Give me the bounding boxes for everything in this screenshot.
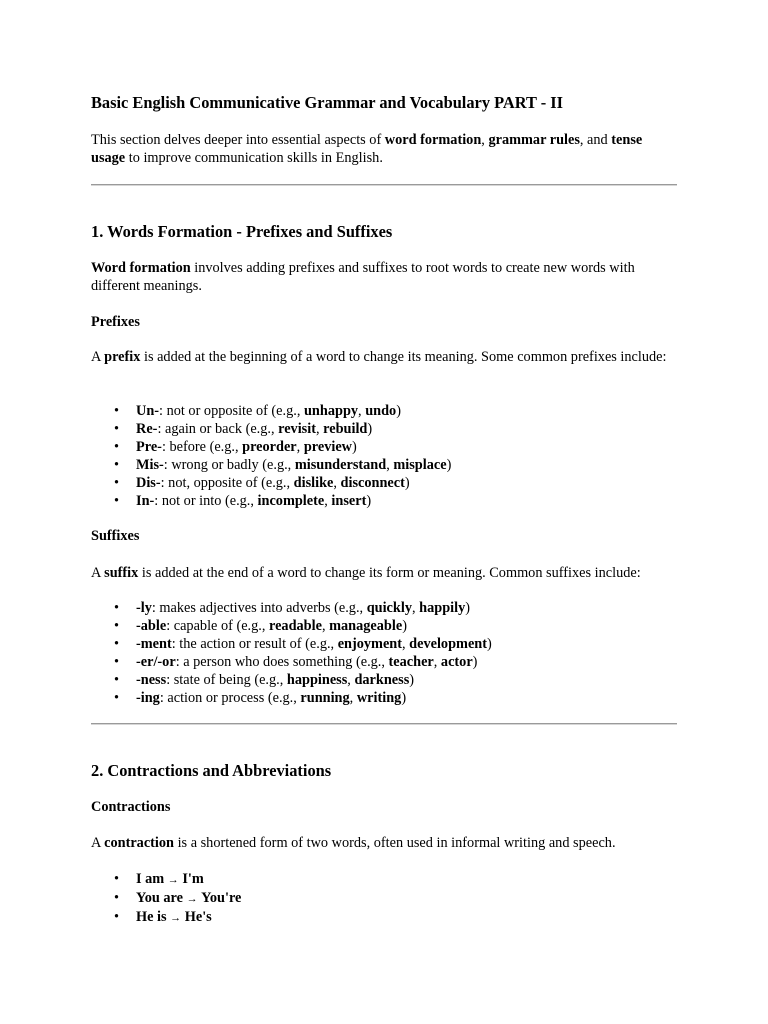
full-form: I am (136, 871, 165, 887)
example-word: dislike (293, 475, 334, 491)
prefix-term: Mis- (136, 457, 164, 473)
document-title: Basic English Communicative Grammar and Vocabulary PART - II (91, 93, 564, 112)
divider (91, 184, 677, 186)
closing-paren: ) (366, 493, 372, 509)
item-description: : capable of (e.g., (166, 618, 269, 634)
intro-text: , (481, 132, 489, 148)
section-2-heading: 2. Contractions and Abbreviations (91, 761, 332, 780)
example-word: revisit (278, 421, 316, 437)
list-item (91, 456, 451, 474)
example-word: misunderstand (294, 457, 387, 473)
paragraph-text: A (91, 565, 105, 581)
prefix-term: Pre- (136, 439, 162, 455)
list-item (91, 671, 492, 689)
example-word: development (409, 636, 488, 652)
contraction-paragraph (91, 834, 616, 852)
bold-term: contraction (104, 835, 175, 851)
separator: , (321, 618, 330, 634)
list-item (91, 420, 451, 438)
example-word: darkness (354, 672, 410, 688)
example-word: actor (440, 654, 473, 670)
section-1-heading: 1. Words Formation - Prefixes and Suffixes (91, 222, 393, 241)
closing-paren: ) (396, 403, 401, 419)
contractions-heading: Contractions (91, 799, 171, 815)
example-word: preorder (242, 439, 297, 455)
separator: , (433, 654, 441, 670)
example-word: happily (419, 600, 466, 616)
separator: , (296, 439, 304, 455)
bold-term: suffix (104, 565, 139, 581)
suffix-term: -able (136, 618, 167, 634)
item-description: : the action or result of (e.g., (171, 636, 338, 652)
full-form: You are (136, 890, 183, 906)
example-word: quickly (366, 600, 412, 616)
suffix-term: -ing (136, 690, 160, 706)
list-item (91, 438, 451, 456)
list-item (91, 402, 451, 420)
example-word: running (300, 690, 350, 706)
item-description: : state of being (e.g., (166, 672, 287, 688)
example-word: incomplete (257, 493, 325, 509)
example-word: enjoyment (337, 636, 403, 652)
example-word: misplace (393, 457, 447, 473)
prefix-term: Re- (136, 421, 158, 437)
prefixes-heading: Prefixes (91, 314, 140, 330)
paragraph-text: A (91, 349, 105, 365)
bold-term: prefix (104, 349, 141, 365)
item-description: : action or process (e.g., (159, 690, 301, 706)
word-formation-paragraph (91, 259, 679, 295)
prefix-list (91, 402, 451, 510)
right-arrow-icon: → (170, 912, 182, 924)
suffix-list (91, 599, 492, 707)
intro-paragraph (91, 131, 679, 167)
item-description: : a person who does something (e.g., (175, 654, 389, 670)
suffix-term: -ly (136, 600, 152, 616)
contraction-list (91, 870, 241, 927)
suffix-paragraph (91, 564, 641, 582)
suffix-term: -ness (136, 672, 167, 688)
prefix-paragraph (91, 348, 666, 366)
intro-bold-grammar-rules: grammar rules (488, 132, 580, 148)
intro-text: This section delves deeper into essential aspects of (91, 132, 385, 148)
list-item (91, 870, 241, 889)
list-item (91, 889, 241, 908)
closing-paren: ) (487, 636, 492, 652)
contracted-form: You're (201, 890, 242, 906)
full-form: He is (136, 909, 167, 925)
example-word: readable (269, 618, 322, 634)
item-description: : wrong or badly (e.g., (163, 457, 295, 473)
suffix-term: -ment (136, 636, 172, 652)
list-item (91, 492, 451, 510)
prefix-term: In- (136, 493, 155, 509)
closing-paren: ) (472, 654, 478, 670)
example-word: manageable (329, 618, 403, 634)
suffix-term: -er/-or (136, 654, 176, 670)
separator: , (347, 672, 355, 688)
closing-paren: ) (465, 600, 471, 616)
paragraph-text: involves adding prefixes and suffixes to root words to create new words with different meanings. (91, 260, 635, 294)
paragraph-text: is added at the end of a word to change its form or meaning. Common suffixes include: (138, 565, 641, 581)
list-item (91, 653, 492, 671)
separator: , (324, 493, 332, 509)
list-item (91, 908, 241, 927)
item-description: : not or opposite of (e.g., (159, 403, 304, 419)
paragraph-text: A (91, 835, 105, 851)
example-word: teacher (388, 654, 434, 670)
item-description: : not or into (e.g., (154, 493, 258, 509)
example-word: happiness (286, 672, 348, 688)
separator: , (315, 421, 324, 437)
separator: , (411, 600, 420, 616)
intro-text: to improve communication skills in English. (125, 150, 383, 166)
suffixes-heading: Suffixes (91, 528, 140, 544)
separator: , (349, 690, 357, 706)
list-item (91, 617, 492, 635)
closing-paren: ) (446, 457, 452, 473)
prefix-term: Un- (136, 403, 160, 419)
closing-paren: ) (404, 475, 410, 491)
example-word: undo (365, 403, 397, 419)
list-item (91, 689, 492, 707)
contracted-form: I'm (182, 871, 204, 887)
intro-text: , and (579, 132, 612, 148)
closing-paren: ) (367, 421, 373, 437)
example-word: preview (303, 439, 352, 455)
example-word: disconnect (340, 475, 405, 491)
separator: , (333, 475, 341, 491)
intro-bold-tense-usage: tense usage (91, 132, 643, 166)
bold-term: Word formation (91, 260, 191, 276)
divider (91, 723, 677, 725)
intro-bold-word-formation: word formation (384, 132, 482, 148)
separator: , (402, 636, 410, 652)
example-word: insert (331, 493, 367, 509)
list-item (91, 635, 492, 653)
closing-paren: ) (402, 618, 407, 634)
right-arrow-icon: → (167, 874, 179, 886)
right-arrow-icon: → (186, 893, 198, 905)
example-word: unhappy (303, 403, 359, 419)
paragraph-text: is a shortened form of two words, often used in informal writing and speech. (174, 835, 616, 851)
example-word: rebuild (323, 421, 368, 437)
list-item (91, 474, 451, 492)
closing-paren: ) (401, 690, 407, 706)
paragraph-text: is added at the beginning of a word to change its meaning. Some common prefixes include: (140, 349, 667, 365)
item-description: : makes adjectives into adverbs (e.g., (151, 600, 367, 616)
list-item (91, 599, 492, 617)
closing-paren: ) (352, 439, 357, 455)
item-description: : not, opposite of (e.g., (160, 475, 294, 491)
closing-paren: ) (409, 672, 415, 688)
prefix-term: Dis- (136, 475, 161, 491)
item-description: : again or back (e.g., (157, 421, 279, 437)
example-word: writing (356, 690, 402, 706)
contracted-form: He's (184, 909, 212, 925)
separator: , (386, 457, 394, 473)
item-description: : before (e.g., (161, 439, 243, 455)
separator: , (358, 403, 366, 419)
